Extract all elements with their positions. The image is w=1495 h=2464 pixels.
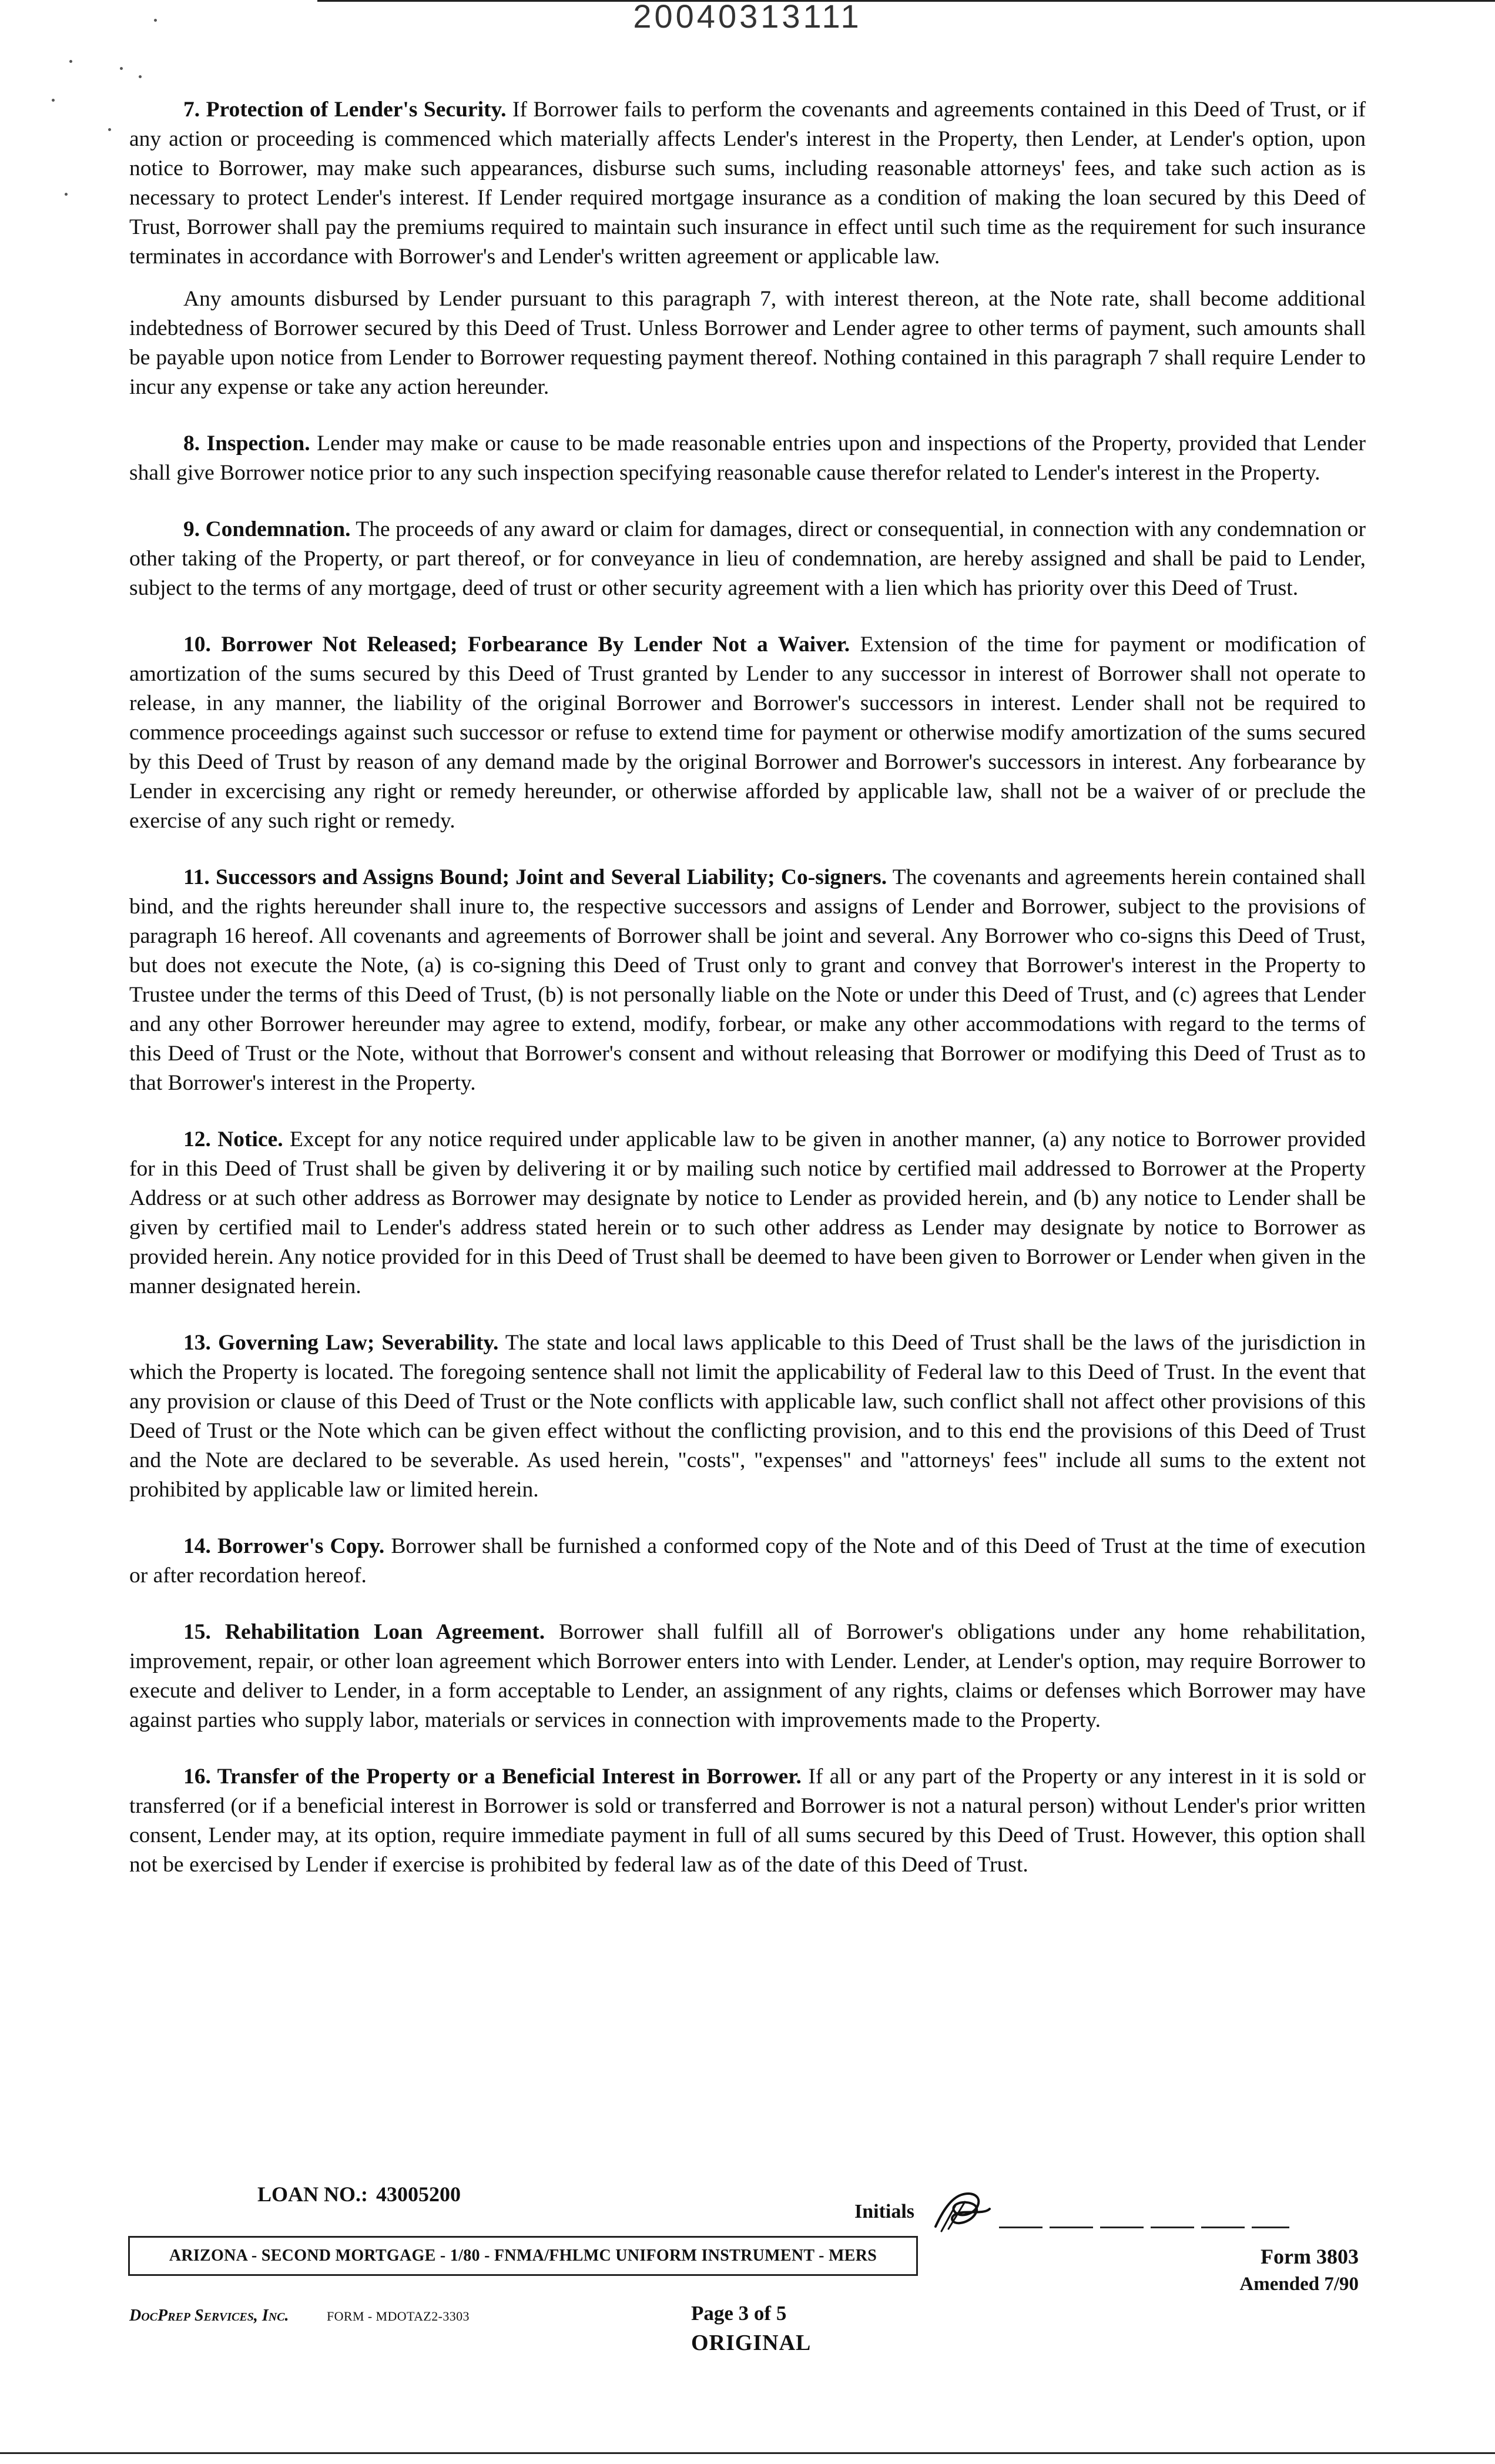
paragraph-8	[129, 429, 1366, 488]
paragraph-heading: 9. Condemnation.	[183, 517, 351, 541]
loan-number-field	[257, 2182, 461, 2207]
paragraph-text: The state and local laws applicable to this Deed of Trust shall be the laws of the jurisdiction in which the Property is located. The foregoing sentence shall not limit the applicability of Federal law to this Deed of Trust. In the event that any provision or clause of this Deed of Trust or the Note conflicts with applicable law, such conflict shall not affect other provisions of this Deed of Trust or the Note which can be given effect without the conflicting provision, and to this end the provisions of this Deed of Trust and the Note are declared to be severable. As used herein, "costs", "expenses" and "attorneys' fees" include all sums to the extent not prohibited by applicable law or limited herein.	[129, 1331, 1366, 1502]
paragraph-11	[129, 863, 1366, 1098]
loan-number-value: 43005200	[376, 2182, 461, 2206]
form-amended-date: Amended 7/90	[1239, 2274, 1359, 2295]
initials-signature-mark	[931, 2188, 995, 2235]
loan-number-label: LOAN NO.:	[257, 2182, 368, 2206]
page-number: Page 3 of 5	[691, 2302, 787, 2325]
paragraph-text: If Borrower fails to perform the covenants and agreements contained in this Deed of Trust, or if any action or proceeding is commenced which materially affects Lender's interest in the Property, then Lender, at Lender's option, upon notice to Borrower, may make such appearances, disburse such sums, including reasonable attorneys' fees, and take such action as is necessary to protect Lender's interest. If Lender required mortgage insurance as a condition of making the loan secured by this Deed of Trust, Borrower shall pay the premiums required to maintain such insurance in effect until such time as the requirement for such insurance terminates in accordance with Borrower's and Lender's written agreement or applicable law.	[129, 98, 1366, 269]
original-stamp: ORIGINAL	[691, 2331, 812, 2355]
paragraph-10	[129, 630, 1366, 836]
form-title-box: ARIZONA - SECOND MORTGAGE - 1/80 - FNMA/FHLMC UNIFORM INSTRUMENT - MERS	[128, 2236, 918, 2276]
paragraph-16	[129, 1762, 1366, 1880]
paragraph-heading: 12. Notice.	[183, 1127, 283, 1151]
paragraph-heading: 13. Governing Law; Severability.	[183, 1331, 499, 1355]
document-number: 20040313111	[633, 0, 862, 35]
form-number: Form 3803	[1261, 2245, 1359, 2268]
scan-speck	[139, 75, 142, 78]
paragraph-text: Any amounts disbursed by Lender pursuant to this paragraph 7, with interest thereon, at the Note rate, shall become additional indebtedness of Borrower secured by this Deed of Trust. Unless Borrower and Lender agree to other terms of payment, such amounts shall be payable upon notice from Lender to Borrower requesting payment thereof. Nothing contained in this paragraph 7 shall require Lender to incur any expense or take any action hereunder.	[129, 287, 1366, 399]
paragraph-heading: 15. Rehabilitation Loan Agreement.	[183, 1620, 545, 1644]
docprep-services-logo: DocPrep Services, Inc.	[129, 2306, 289, 2325]
paragraph-text: The covenants and agreements herein contained shall bind, and the rights hereunder shall inure to, the respective successors and assigns of Lender and Borrower, subject to the provisions of paragraph 16 hereof. All covenants and agreements of Borrower shall be joint and several. Any Borrower who co-signs this Deed of Trust, but does not execute the Note, (a) is co-signing this Deed of Trust only to grant and convey that Borrower's interest in the Property to Trustee under the terms of this Deed of Trust, (b) is not personally liable on the Note or under this Deed of Trust, and (c) agrees that Lender and any other Borrower hereunder may agree to extend, modify, forbear, or make any other accommodations with regard to the terms of this Deed of Trust or the Note, without that Borrower's consent and without releasing that Borrower or modifying this Deed of Trust as to that Borrower's interest in the Property.	[129, 865, 1366, 1095]
paragraph-14	[129, 1532, 1366, 1591]
paragraph-15	[129, 1618, 1366, 1735]
scan-speck	[154, 19, 157, 22]
bottom-rule	[0, 2452, 1495, 2454]
document-body	[129, 95, 1366, 1880]
paragraph-7	[129, 95, 1366, 272]
paragraph-text: Extension of the time for payment or modification of amortization of the sums secured by this Deed of Trust granted by Lender to any successor in interest of Borrower shall not operate to release, in any manner, the liability of the original Borrower and Borrower's successors in interest. Lender shall not be required to commence proceedings against such successor or refuse to extend time for payment or otherwise modify amortization of the sums secured by this Deed of Trust by reason of any demand made by the original Borrower and Borrower's successors in interest. Any forbearance by Lender in excercising any right or remedy hereunder, or otherwise afforded by applicable law, shall not be a waiver of or preclude the exercise of any such right or remedy.	[129, 632, 1366, 833]
scan-speck	[52, 99, 55, 102]
paragraph-7-continued	[129, 284, 1366, 402]
scan-speck	[120, 67, 123, 70]
paragraph-text: Except for any notice required under applicable law to be given in another manner, (a) any notice to Borrower provided for in this Deed of Trust shall be given by delivering it or by mailing such notice by certified mail addressed to Borrower at the Property Address or at such other address as Borrower may designate by notice to Lender as provided herein, and (b) any notice to Lender shall be given by certified mail to Lender's address stated herein or to such other address as Lender may designate by notice to Borrower as provided herein. Any notice provided for in this Deed of Trust shall be deemed to have been given to Borrower or Lender when given in the manner designated herein.	[129, 1127, 1366, 1298]
paragraph-text: If all or any part of the Property or any interest in it is sold or transferred (or if a beneficial interest in Borrower is sold or transferred and Borrower is not a natural person) without Lender's prior written consent, Lender may, at its option, require immediate payment in full of all sums secured by this Deed of Trust. However, this option shall not be exercised by Lender if exercise is prohibited by federal law as of the date of this Deed of Trust.	[129, 1765, 1366, 1877]
paragraph-9	[129, 515, 1366, 603]
paragraph-heading: 8. Inspection.	[183, 431, 310, 456]
initials-blank-lines	[999, 2227, 1289, 2228]
paragraph-text: Lender may make or cause to be made reasonable entries upon and inspections of the Property, provided that Lender shall give Borrower notice prior to any such inspection specifying reasonable cause therefor related to Lender's interest in the Property.	[129, 431, 1366, 485]
scan-speck	[69, 60, 72, 63]
scan-speck	[108, 128, 111, 131]
paragraph-heading: 7. Protection of Lender's Security.	[183, 98, 507, 122]
paragraph-text: Borrower shall fulfill all of Borrower's obligations under any home rehabilitation, improvement, repair, or other loan agreement which Borrower enters into with Lender. Lender, at Lender's option, may require Borrower to execute and deliver to Lender, in a form acceptable to Lender, an assignment of any rights, claims or defenses which Borrower may have against parties who supply labor, materials or services in connection with improvements made to the Property.	[129, 1620, 1366, 1732]
paragraph-text: The proceeds of any award or claim for damages, direct or consequential, in connection with any condemnation or other taking of the Property, or part thereof, or for conveyance in lieu of condemnation, are hereby assigned and shall be paid to Lender, subject to the terms of any mortgage, deed of trust or other security agreement with a lien which has priority over this Deed of Trust.	[129, 517, 1366, 600]
paragraph-13	[129, 1328, 1366, 1505]
paragraph-text: Borrower shall be furnished a conformed copy of the Note and of this Deed of Trust at the time of execution or after recordation hereof.	[129, 1534, 1366, 1588]
scan-speck	[65, 193, 68, 196]
form-code: FORM - MDOTAZ2-3303	[327, 2309, 470, 2324]
paragraph-12	[129, 1125, 1366, 1301]
initials-label: Initials	[854, 2201, 915, 2222]
paragraph-heading: 11. Successors and Assigns Bound; Joint and Several Liability; Co-signers.	[183, 865, 887, 889]
paragraph-heading: 16. Transfer of the Property or a Beneficial Interest in Borrower.	[183, 1765, 802, 1789]
paragraph-heading: 10. Borrower Not Released; Forbearance By Lender Not a Waiver.	[183, 632, 850, 657]
paragraph-heading: 14. Borrower's Copy.	[183, 1534, 385, 1558]
